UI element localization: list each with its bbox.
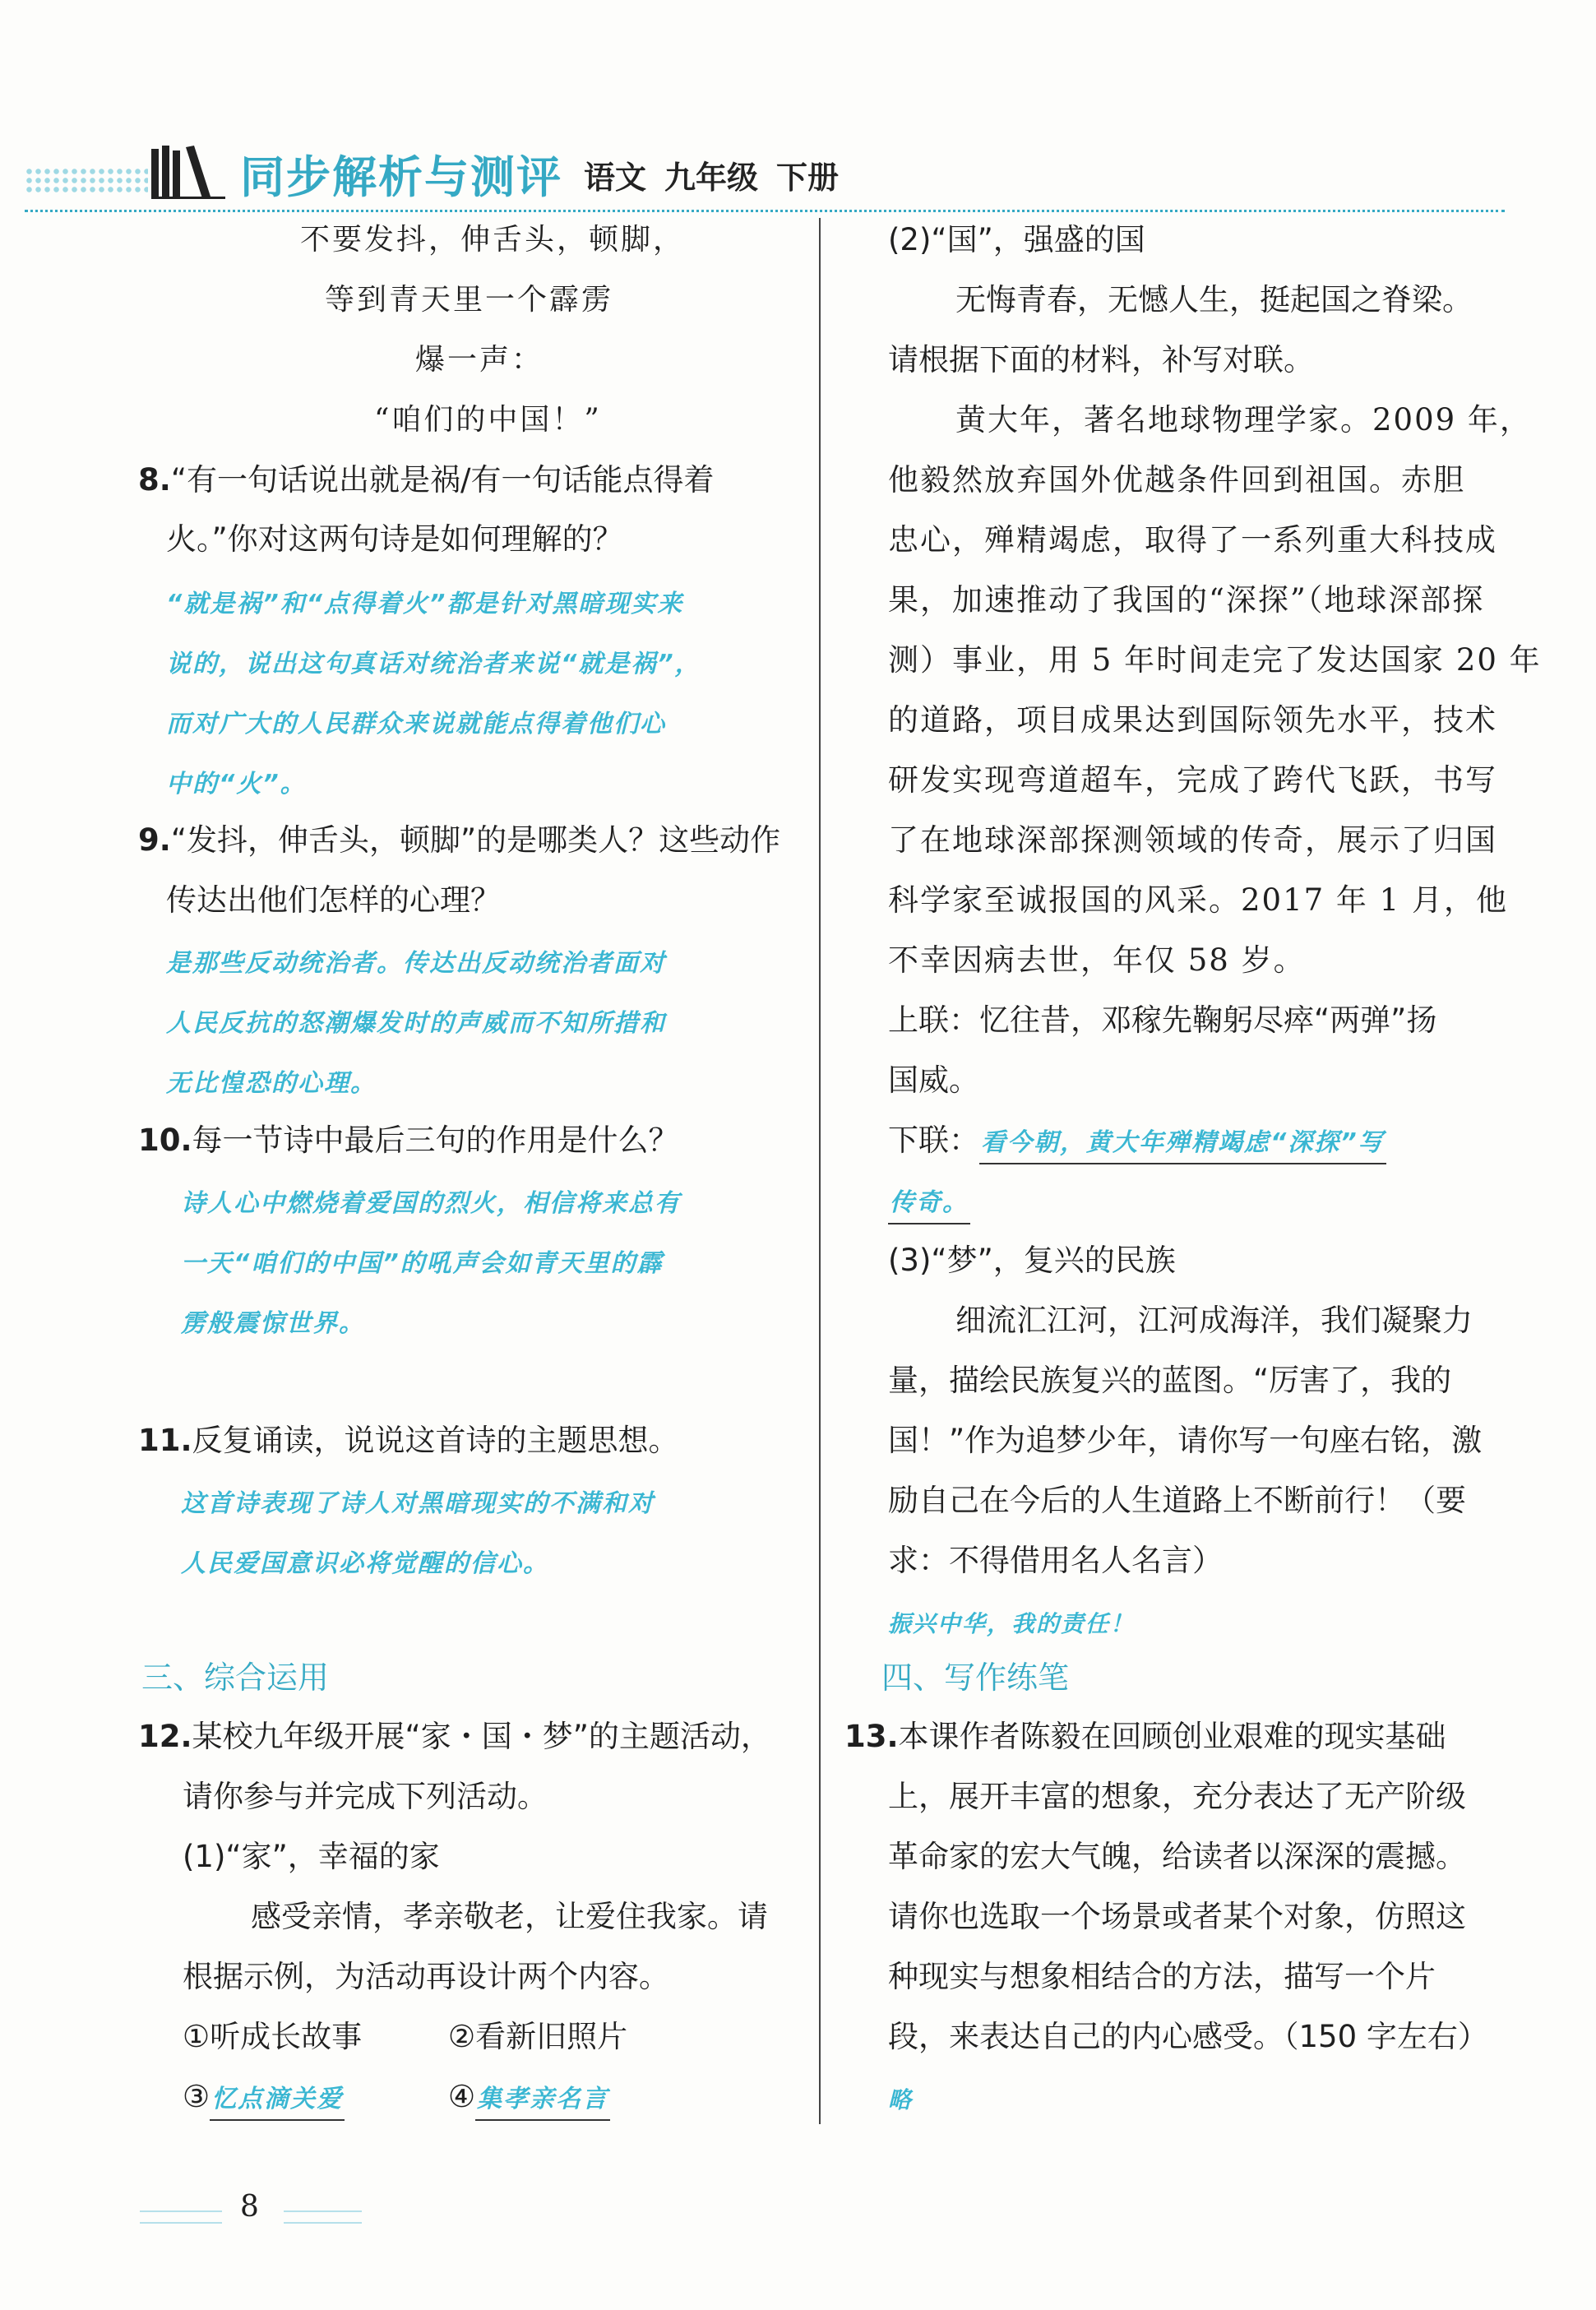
subquestion-text: 国！”作为追梦少年，请你写一句座右铭，激 [888,1423,1483,1458]
footer-ornament-left [140,2210,222,2224]
question-text: 某校九年级开展“家・国・梦”的主题活动， [192,1719,771,1754]
answer-line: 无比惶恐的心理。 [166,1069,377,1098]
question-text: 反复诵读，说说这首诗的主题思想。 [192,1423,679,1458]
question-number: 11. [138,1423,192,1458]
question-text: 种现实与想象相结合的方法，描写一个片 [888,1959,1436,1994]
question-text: 火。”你对这两句诗是如何理解的？ [166,521,623,557]
couplet-lower-label: 下联： [888,1123,979,1158]
material-line: 果，加速推动了我国的“深探”（地球深部探 [888,582,1485,618]
material-line: 不幸因病去世，年仅 58 岁。 [888,942,1306,978]
series-title: 同步解析与测评 [240,151,562,203]
book-info [584,152,857,197]
books-logo-icon [150,142,228,200]
subject-label: 语文 [584,160,647,196]
question-text: 传达出他们怎样的心理？ [166,882,501,918]
material-line: 测）事业，用 5 年时间走完了发达国家 20 年 [888,642,1542,678]
answer-line: 人民反抗的怒潮爆发时的声威而不知所措和 [166,1009,666,1038]
subquestion-text: 细流汇江河，江河成海洋，我们凝聚力 [955,1303,1473,1338]
material-line: 忠心，殚精竭虑，取得了一系列重大科技成 [888,522,1497,558]
page-number: 8 [240,2190,259,2224]
question-text: “有一句话说出就是祸/有一句话能点得着 [170,462,715,498]
answer-line: 一天“咱们的中国”的吼声会如青天里的霹 [181,1249,664,1278]
volume-label: 下册 [776,160,840,196]
answer-blank: 集孝亲名言 [475,2081,610,2121]
question-text: 请你参与并完成下列活动。 [183,1779,548,1814]
poem-line: 等到青天里一个霹雳 [325,283,614,317]
answer-line: 振兴中华，我的责任！ [888,1610,1136,1637]
answer-blank: 传奇。 [888,1185,970,1224]
column-divider [819,218,821,2124]
question-text: 每一节诗中最后三句的作用是什么？ [192,1123,679,1158]
subquestion-title: (2)“国”，强盛的国 [888,222,1145,257]
material-line: 黄大年，著名地球物理学家。2009 年， [955,402,1532,437]
section-heading: 四、写作练笔 [881,1660,1070,1696]
answer-line: 人民爱国意识必将觉醒的信心。 [181,1549,549,1578]
question-text: 上，展开丰富的想象，充分表达了无产阶级 [888,1779,1466,1814]
question-text: 请你也选取一个场景或者某个对象，仿照这 [888,1899,1466,1934]
material-line: 科学家至诚报国的风采。2017 年 1 月，他 [888,882,1508,918]
answer-item [448,2079,610,2121]
header-dot-pattern [25,167,148,193]
question-number: 12. [138,1719,192,1754]
answer-line: 是那些反动统治者。传达出反动统治者面对 [166,949,666,978]
couplet-lower [888,1123,1386,1164]
material-line: 的道路，项目成果达到国际领先水平，技术 [888,702,1497,738]
answer-line: “就是祸”和“点得着火”都是针对黑暗现实来 [166,590,684,618]
answer-line: 略 [888,2086,914,2113]
question-text: 段，来表达自己的内心感受。（150 字左右） [888,2019,1488,2054]
example-item: ②看新旧照片 [448,2019,628,2054]
answer-line: 这首诗表现了诗人对黑暗现实的不满和对 [181,1489,655,1518]
answer-line: 说的，说出这句真话对统治者来说“就是祸”， [166,650,701,678]
couplet-upper: 上联：忆往昔，邓稼先鞠躬尽瘁“两弹”扬 [888,1002,1437,1038]
question-text: 革命家的宏大气魄，给读者以深深的震撼。 [888,1839,1466,1874]
answer-blank: 看今朝，黄大年殚精竭虑“深探”写 [979,1125,1386,1164]
footer-ornament-right [284,2210,362,2224]
answer-item [183,2079,345,2121]
subquestion-title: (3)“梦”，复兴的民族 [888,1243,1176,1278]
grade-label: 九年级 [664,160,759,196]
material-line: 研发实现弯道超车，完成了跨代飞跃，书写 [888,762,1497,798]
poem-line: 不要发抖，伸舌头，顿脚， [300,223,686,257]
item-marker: ③ [183,2079,210,2114]
item-marker: ④ [448,2079,476,2114]
material-line: 了在地球深部探测领域的传奇，展示了归国 [888,822,1497,858]
subquestion-text: 根据示例，为活动再设计两个内容。 [183,1959,669,1994]
question-text: 本课作者陈毅在回顾创业艰难的现实基础 [898,1719,1446,1754]
subquestion-text: 无悔青春，无憾人生，挺起国之脊梁。 [955,282,1473,317]
subquestion-text: 励自己在今后的人生道路上不断前行！（要 [888,1483,1466,1518]
subquestion-text: 感受亲情，孝亲敬老，让爱住我家。请 [251,1899,768,1934]
subquestion-text: 请根据下面的材料，补写对联。 [888,342,1314,377]
answer-line: 雳般震惊世界。 [181,1309,365,1338]
poem-line: “咱们的中国！” [374,403,602,437]
question-text: “发抖，伸舌头，顿脚”的是哪类人？这些动作 [170,822,781,858]
example-item: ①听成长故事 [183,2019,363,2054]
answer-blank: 忆点滴关爱 [210,2081,345,2121]
subquestion-text: 量，描绘民族复兴的蓝图。“厉害了，我的 [888,1363,1452,1398]
subquestion-text: 求：不得借用名人名言） [888,1543,1223,1578]
question-number: 8. [138,462,171,498]
question-number: 10. [138,1123,192,1158]
header-divider [25,210,1505,212]
answer-line: 诗人心中燃烧着爱国的烈火，相信将来总有 [181,1189,681,1218]
subquestion-title: (1)“家”，幸福的家 [183,1839,440,1874]
couplet-upper: 国威。 [888,1062,979,1098]
page-header [25,136,1505,214]
question-number: 13. [844,1719,899,1754]
answer-line: 而对广大的人民群众来说就能点得着他们心 [166,710,666,738]
poem-line: 爆一声： [415,343,544,377]
section-heading: 三、综合运用 [141,1660,330,1696]
question-number: 9. [138,822,171,858]
answer-line: 中的“火”。 [166,770,307,799]
material-line: 他毅然放弃国外优越条件回到祖国。赤胆 [888,462,1465,498]
